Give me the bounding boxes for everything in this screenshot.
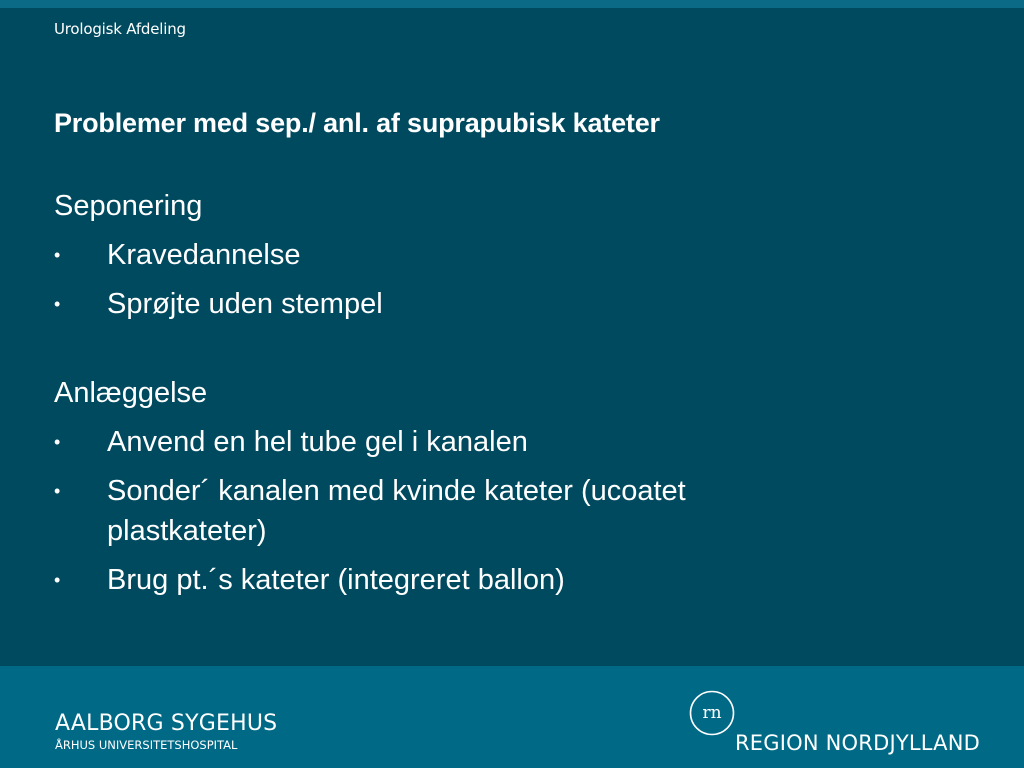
bullet-icon: • xyxy=(54,294,61,314)
bullet-icon: • xyxy=(54,432,61,452)
section-heading: Anlæggelse xyxy=(54,377,208,409)
bullet-text: Kravedannelse xyxy=(107,239,301,271)
department-label: Urologisk Afdeling xyxy=(54,20,186,38)
region-nordjylland-logo: REGION NORDJYLLAND xyxy=(735,731,980,755)
list-item xyxy=(54,560,834,600)
bullet-icon: • xyxy=(54,245,61,265)
region-nordjylland-logo-icon xyxy=(689,690,735,736)
section-anlaeggelse xyxy=(54,373,834,600)
list-item xyxy=(54,471,834,551)
list-item xyxy=(54,422,834,462)
aalborg-sygehus-subtitle: ÅRHUS UNIVERSITETSHOSPITAL xyxy=(55,738,238,752)
bullet-text: Sonder´ kanalen med kvinde kateter (ucoatet plastkateter) xyxy=(107,475,686,547)
section-heading: Seponering xyxy=(54,190,203,222)
slide-title: Problemer med sep./ anl. af suprapubisk kateter xyxy=(54,108,660,138)
bullet-list xyxy=(54,235,834,324)
bullet-icon: • xyxy=(54,481,61,501)
logo-mark-text: rn xyxy=(702,703,722,723)
aalborg-sygehus-logo: AALBORG SYGEHUS xyxy=(55,711,278,736)
bullet-icon: • xyxy=(54,570,61,590)
bullet-text: Brug pt.´s kateter (integreret ballon) xyxy=(107,564,565,596)
top-strip xyxy=(0,0,1024,8)
bullet-text: Anvend en hel tube gel i kanalen xyxy=(107,426,528,458)
section-seponering xyxy=(54,186,834,324)
slide-content xyxy=(54,186,834,609)
list-item xyxy=(54,235,834,275)
section-spacer xyxy=(54,333,834,373)
bullet-list xyxy=(54,422,834,600)
list-item xyxy=(54,284,834,324)
bullet-text: Sprøjte uden stempel xyxy=(107,288,383,320)
